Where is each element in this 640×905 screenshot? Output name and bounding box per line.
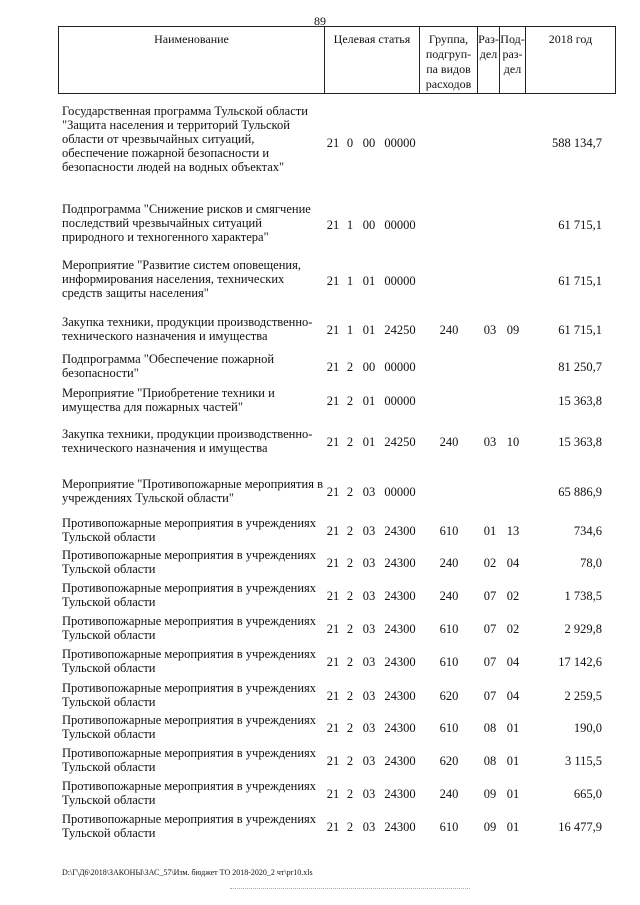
cell-event-code: 03 bbox=[362, 655, 376, 669]
cell-subsection: 04 bbox=[506, 689, 520, 703]
cell-amount-2018: 190,0 bbox=[573, 721, 602, 735]
cell-direction-code: 00000 bbox=[384, 274, 416, 288]
cell-subprogram-code: 2 bbox=[346, 754, 354, 768]
row-name: Противопожарные мероприятия в учреждениях Тульской области bbox=[62, 681, 317, 709]
row-name: Противопожарные мероприятия в учреждениях Тульской области bbox=[62, 812, 317, 840]
cell-direction-code: 24300 bbox=[384, 589, 416, 603]
cell-direction-code: 24300 bbox=[384, 820, 416, 834]
cell-subsection: 01 bbox=[506, 787, 520, 801]
header-subsection bbox=[500, 26, 526, 94]
cell-direction-code: 24300 bbox=[384, 787, 416, 801]
cell-expense-group: 610 bbox=[439, 721, 459, 735]
cell-program-code: 21 bbox=[326, 622, 340, 636]
cell-section: 08 bbox=[483, 754, 497, 768]
cell-event-code: 03 bbox=[362, 622, 376, 636]
cell-subprogram-code: 2 bbox=[346, 820, 354, 834]
cell-event-code: 03 bbox=[362, 485, 376, 499]
header-subsection-line: дел bbox=[503, 62, 522, 76]
cell-expense-group: 620 bbox=[439, 689, 459, 703]
cell-event-code: 03 bbox=[362, 754, 376, 768]
cell-program-code: 21 bbox=[326, 689, 340, 703]
cell-subsection: 02 bbox=[506, 589, 520, 603]
row-name: Мероприятие "Приобретение техники и имущества для пожарных частей" bbox=[62, 386, 275, 414]
cell-subprogram-code: 2 bbox=[346, 622, 354, 636]
cell-program-code: 21 bbox=[326, 360, 340, 374]
cell-section: 09 bbox=[483, 820, 497, 834]
cell-amount-2018: 16 477,9 bbox=[558, 820, 602, 834]
cell-direction-code: 24300 bbox=[384, 556, 416, 570]
cell-amount-2018: 665,0 bbox=[573, 787, 602, 801]
page-number: 89 bbox=[314, 14, 326, 28]
cell-program-code: 21 bbox=[326, 589, 340, 603]
cell-amount-2018: 65 886,9 bbox=[558, 485, 602, 499]
cell-amount-2018: 2 259,5 bbox=[564, 689, 602, 703]
header-year-label: 2018 год bbox=[548, 32, 593, 46]
cell-amount-2018: 61 715,1 bbox=[558, 323, 602, 337]
cell-direction-code: 24250 bbox=[384, 435, 416, 449]
cell-expense-group: 240 bbox=[439, 787, 459, 801]
cell-program-code: 21 bbox=[326, 394, 340, 408]
cell-section: 03 bbox=[483, 435, 497, 449]
cell-section: 08 bbox=[483, 721, 497, 735]
cell-amount-2018: 15 363,8 bbox=[558, 394, 602, 408]
cell-section: 01 bbox=[483, 524, 497, 538]
cell-event-code: 03 bbox=[362, 689, 376, 703]
cell-subprogram-code: 2 bbox=[346, 524, 354, 538]
cell-direction-code: 00000 bbox=[384, 485, 416, 499]
header-subsection-line: раз- bbox=[502, 47, 523, 61]
cell-subsection: 10 bbox=[506, 435, 520, 449]
header-group-line: па видов bbox=[426, 62, 471, 76]
cell-subprogram-code: 2 bbox=[346, 360, 354, 374]
cell-amount-2018: 61 715,1 bbox=[558, 218, 602, 232]
row-name: Мероприятие "Развитие систем оповещения, информирования населения, технических средств защиты населения" bbox=[62, 258, 301, 300]
row-name: Закупка техники, продукции производственно-технического назначения и имущества bbox=[62, 315, 313, 343]
cell-event-code: 01 bbox=[362, 274, 376, 288]
row-name: Закупка техники, продукции производственно-технического назначения и имущества bbox=[62, 427, 313, 455]
cell-program-code: 21 bbox=[326, 721, 340, 735]
row-name: Мероприятие "Противопожарные мероприятия в учреждениях Тульской области" bbox=[62, 477, 323, 505]
row-name: Противопожарные мероприятия в учреждениях Тульской области bbox=[62, 614, 317, 642]
cell-expense-group: 240 bbox=[439, 589, 459, 603]
header-section-line: дел bbox=[479, 47, 498, 61]
header-name bbox=[58, 26, 325, 94]
header-year bbox=[526, 26, 616, 94]
cell-expense-group: 240 bbox=[439, 323, 459, 337]
cell-event-code: 00 bbox=[362, 218, 376, 232]
cell-event-code: 03 bbox=[362, 820, 376, 834]
cell-event-code: 01 bbox=[362, 435, 376, 449]
cell-section: 03 bbox=[483, 323, 497, 337]
cell-section: 07 bbox=[483, 589, 497, 603]
cell-amount-2018: 2 929,8 bbox=[564, 622, 602, 636]
cell-section: 02 bbox=[483, 556, 497, 570]
cell-subprogram-code: 1 bbox=[346, 323, 354, 337]
cell-expense-group: 620 bbox=[439, 754, 459, 768]
file-path-footer: D:\Г\Д6\2018\ЗАКОНЫ\ЗАС_57\Изм. бюджет ТО 2018-2020_2 чт\pr10.xls bbox=[62, 868, 313, 877]
cell-subsection: 04 bbox=[506, 655, 520, 669]
cell-section: 07 bbox=[483, 622, 497, 636]
cell-subprogram-code: 2 bbox=[346, 589, 354, 603]
cell-subsection: 02 bbox=[506, 622, 520, 636]
row-name: Противопожарные мероприятия в учреждениях Тульской области bbox=[62, 779, 317, 807]
header-section-line: Раз- bbox=[478, 32, 499, 46]
cell-section: 07 bbox=[483, 689, 497, 703]
header-name-label: Наименование bbox=[154, 32, 229, 46]
cell-program-code: 21 bbox=[326, 556, 340, 570]
cell-subprogram-code: 2 bbox=[346, 394, 354, 408]
cell-direction-code: 24300 bbox=[384, 622, 416, 636]
cell-direction-code: 24250 bbox=[384, 323, 416, 337]
cell-amount-2018: 15 363,8 bbox=[558, 435, 602, 449]
cell-program-code: 21 bbox=[326, 485, 340, 499]
header-target bbox=[325, 26, 420, 94]
cell-amount-2018: 1 738,5 bbox=[564, 589, 602, 603]
cell-expense-group: 610 bbox=[439, 820, 459, 834]
cell-direction-code: 24300 bbox=[384, 524, 416, 538]
header-section bbox=[478, 26, 500, 94]
cell-amount-2018: 61 715,1 bbox=[558, 274, 602, 288]
cell-event-code: 03 bbox=[362, 524, 376, 538]
cell-program-code: 21 bbox=[326, 218, 340, 232]
cell-direction-code: 00000 bbox=[384, 394, 416, 408]
cell-subprogram-code: 1 bbox=[346, 218, 354, 232]
scan-artifact bbox=[230, 888, 470, 891]
cell-amount-2018: 17 142,6 bbox=[558, 655, 602, 669]
cell-subsection: 01 bbox=[506, 820, 520, 834]
cell-direction-code: 00000 bbox=[384, 136, 416, 150]
cell-amount-2018: 588 134,7 bbox=[552, 136, 602, 150]
cell-event-code: 00 bbox=[362, 136, 376, 150]
cell-subsection: 13 bbox=[506, 524, 520, 538]
row-name: Противопожарные мероприятия в учреждениях Тульской области bbox=[62, 548, 317, 576]
cell-amount-2018: 3 115,5 bbox=[564, 754, 602, 768]
cell-event-code: 03 bbox=[362, 787, 376, 801]
cell-program-code: 21 bbox=[326, 274, 340, 288]
row-name: Противопожарные мероприятия в учреждениях Тульской области bbox=[62, 581, 317, 609]
cell-direction-code: 00000 bbox=[384, 360, 416, 374]
row-name: Государственная программа Тульской области "Защита населения и территорий Тульской области от чрезвычайных ситуаций, обеспечение пожарной безопасности и безопасности людей на водных объектах" bbox=[62, 104, 308, 174]
cell-amount-2018: 78,0 bbox=[580, 556, 602, 570]
cell-subprogram-code: 2 bbox=[346, 721, 354, 735]
cell-subprogram-code: 2 bbox=[346, 556, 354, 570]
cell-subprogram-code: 2 bbox=[346, 655, 354, 669]
cell-subprogram-code: 2 bbox=[346, 787, 354, 801]
header-target-label: Целевая статья bbox=[333, 32, 411, 46]
cell-program-code: 21 bbox=[326, 524, 340, 538]
cell-expense-group: 240 bbox=[439, 556, 459, 570]
cell-subprogram-code: 0 bbox=[346, 136, 354, 150]
cell-direction-code: 24300 bbox=[384, 655, 416, 669]
header-group-line: расходов bbox=[425, 77, 472, 91]
header-subsection-line: Под- bbox=[500, 32, 525, 46]
cell-program-code: 21 bbox=[326, 435, 340, 449]
cell-event-code: 03 bbox=[362, 589, 376, 603]
cell-program-code: 21 bbox=[326, 136, 340, 150]
cell-subsection: 09 bbox=[506, 323, 520, 337]
cell-event-code: 03 bbox=[362, 556, 376, 570]
cell-expense-group: 610 bbox=[439, 655, 459, 669]
cell-expense-group: 610 bbox=[439, 622, 459, 636]
row-name: Противопожарные мероприятия в учреждениях Тульской области bbox=[62, 647, 317, 675]
cell-amount-2018: 734,6 bbox=[573, 524, 602, 538]
row-name: Противопожарные мероприятия в учреждениях Тульской области bbox=[62, 516, 317, 544]
cell-amount-2018: 81 250,7 bbox=[558, 360, 602, 374]
cell-subsection: 01 bbox=[506, 754, 520, 768]
cell-direction-code: 24300 bbox=[384, 689, 416, 703]
cell-event-code: 00 bbox=[362, 360, 376, 374]
cell-expense-group: 610 bbox=[439, 524, 459, 538]
cell-program-code: 21 bbox=[326, 655, 340, 669]
cell-subsection: 04 bbox=[506, 556, 520, 570]
cell-expense-group: 240 bbox=[439, 435, 459, 449]
header-group-line: Группа, bbox=[428, 32, 469, 46]
row-name: Подпрограмма "Снижение рисков и смягчение последствий чрезвычайных ситуаций природного и техногенного характера" bbox=[62, 202, 311, 244]
row-name: Противопожарные мероприятия в учреждениях Тульской области bbox=[62, 746, 317, 774]
cell-subprogram-code: 2 bbox=[346, 689, 354, 703]
cell-direction-code: 24300 bbox=[384, 721, 416, 735]
cell-event-code: 01 bbox=[362, 394, 376, 408]
cell-program-code: 21 bbox=[326, 820, 340, 834]
header-group bbox=[420, 26, 478, 94]
cell-subprogram-code: 2 bbox=[346, 435, 354, 449]
cell-program-code: 21 bbox=[326, 787, 340, 801]
cell-subprogram-code: 1 bbox=[346, 274, 354, 288]
cell-section: 07 bbox=[483, 655, 497, 669]
cell-subsection: 01 bbox=[506, 721, 520, 735]
cell-program-code: 21 bbox=[326, 323, 340, 337]
cell-event-code: 03 bbox=[362, 721, 376, 735]
row-name: Подпрограмма "Обеспечение пожарной безопасности" bbox=[62, 352, 275, 380]
cell-direction-code: 24300 bbox=[384, 754, 416, 768]
cell-direction-code: 00000 bbox=[384, 218, 416, 232]
row-name: Противопожарные мероприятия в учреждениях Тульской области bbox=[62, 713, 317, 741]
cell-section: 09 bbox=[483, 787, 497, 801]
cell-subprogram-code: 2 bbox=[346, 485, 354, 499]
cell-program-code: 21 bbox=[326, 754, 340, 768]
cell-event-code: 01 bbox=[362, 323, 376, 337]
header-group-line: подгруп- bbox=[425, 47, 472, 61]
